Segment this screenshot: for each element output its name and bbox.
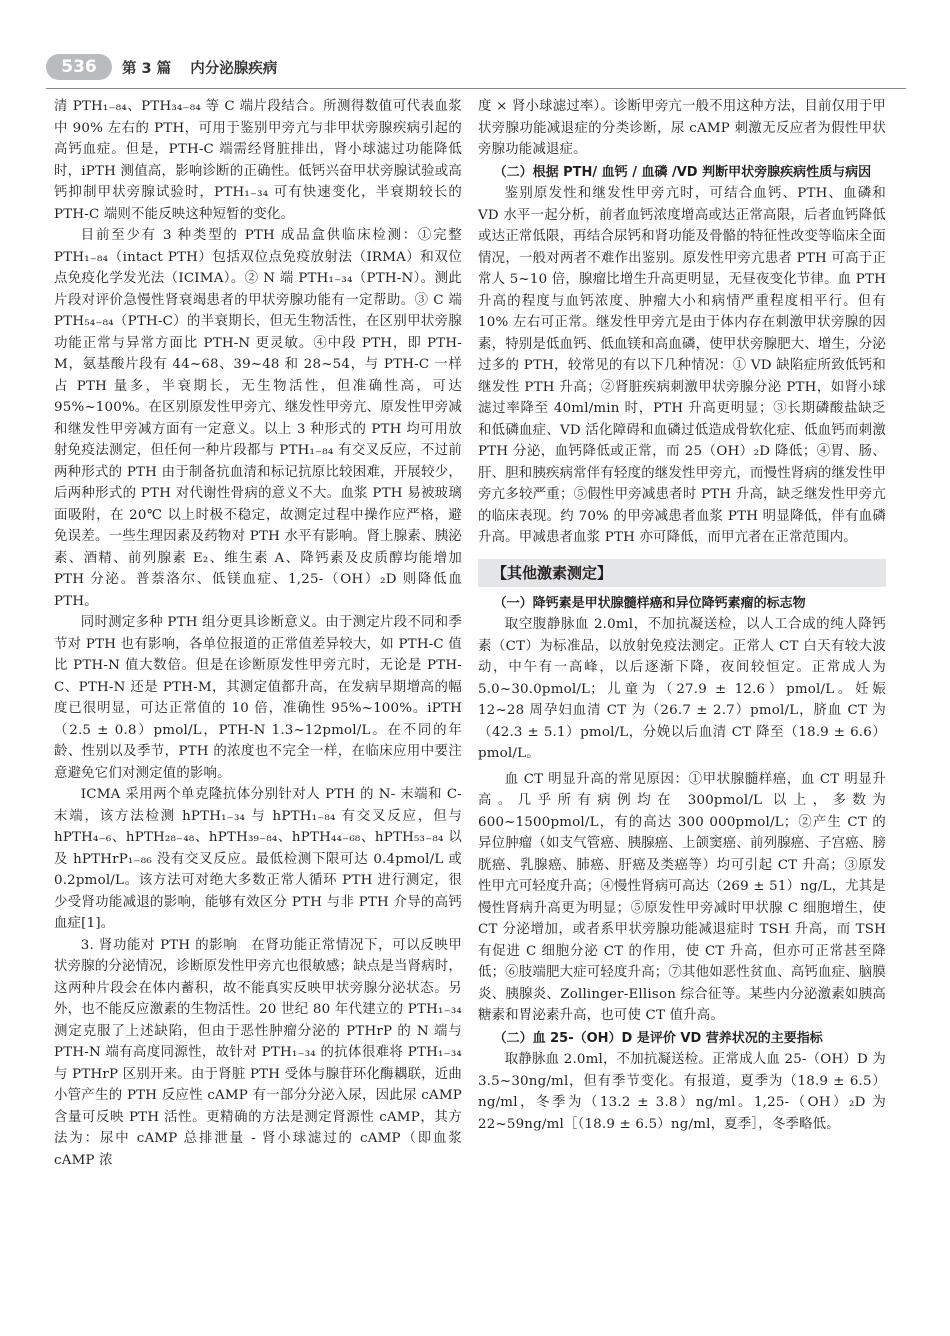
running-head	[122, 57, 277, 78]
paragraph: 鉴别原发性和继发性甲旁亢时，可结合血钙、PTH、血磷和 VD 水平一起分析，前者血钙浓度增高或达正常高限，后者血钙降低或达正常低限，再结合尿钙和肾功能及骨骼的特征性改变等临床全面情况，一般对两者不难作出鉴别。原发性甲旁亢患者 PTH 可高于正常人 5~10 倍，腺瘤比增生升高更明显，无昼夜变化节律。血 PTH 升高的程度与血钙浓度、肿瘤大小和病情严重程度相平行。但有 10% 左右可正常。继发性甲旁亢是由于体内存在刺激甲状旁腺的因素，特别是低血钙、低血镁和高血磷，使甲状旁腺肥大、增生，分泌过多的 PTH，较常见的有以下几种情况：① VD 缺陷症所致低钙和继发性 PTH 升高；②肾脏疾病刺激甲状旁腺分泌 PTH，如肾小球滤过率降至 40ml/min 时，PTH 升高更明显；③长期磷酸盐缺乏和低磷血症、VD 活化障碍和血磷过低造成骨软化症、低血钙而刺激 PTH 分泌，血钙降低或正常，而 25（OH）₂D 降低；④胃、肠、肝、胆和胰疾病常伴有轻度的继发性甲旁亢，而慢性肾病的继发性甲旁亢多较严重；⑤假性甲旁减患者时 PTH 升高，缺乏继发性甲旁亢的临床表现。约 70% 的甲旁减患者血浆 PTH 明显降低，伴有血磷升高。甲减患者血浆 PTH 亦可降低，而甲亢者在正常范围内。	[478, 186, 886, 545]
part-label: 第 3 篇	[122, 61, 172, 77]
right-column	[478, 96, 886, 1135]
page-header	[46, 52, 906, 88]
part-title: 内分泌腺疾病	[190, 61, 278, 77]
subsection-heading: （二）根据 PTH/ 血钙 / 血磷 /VD 判断甲状旁腺疾病性质与病因	[493, 164, 872, 180]
paragraph: 目前至少有 3 种类型的 PTH 成品盒供临床检测：①完整 PTH₁₋₈₄（intact PTH）包括双位点免疫放射法（IRMA）和双位点免疫化学发光法（ICIMA）。② N 端 PTH₁₋₃₄（PTH-N）。测此片段对评价急慢性肾衰竭患者的甲状旁腺功能有一定帮助。③ C 端 PTH₅₄₋₈₄（PTH-C）的半衰期长，但无生物活性，在区别甲状旁腺功能正常与异常方面比 PTH-N 更灵敏。④中段 PTH，即 PTH-M，氨基酸片段有 44~68、39~48 和 28~54，与 PTH-C 一样占 PTH 量多，半衰期长，无生物活性，但准确性高，可达 95%~100%。在区别原发性甲旁亢、继发性甲旁亢、原发性甲旁减和继发性甲旁减方面有一定意义。以上 3 种形式的 PTH 均可用放射免疫法测定，但任何一种片段都与 PTH₁₋₈₄ 有交叉反应，不过前两种形式的 PTH 由于制备抗血清和标记抗原比较困难，开展较少，后两种形式的 PTH 对代谢性骨病的意义不大。血浆 PTH 易被玻璃面吸附，在 20℃ 以上时极不稳定，故测定过程中操作应严格，避免误差。一些生理因素及药物对 PTH 水平有影响。肾上腺素、胰泌素、酒精、前列腺素 E₂、维生素 A、降钙素及皮质醇均能增加 PTH 分泌。普萘洛尔、低镁血症、1,25-（OH）₂D 则降低血 PTH。	[54, 228, 462, 609]
header-rule	[46, 88, 906, 89]
subsection-heading: （二）血 25-（OH）D 是评价 VD 营养状况的主要指标	[493, 1030, 823, 1046]
paragraph: 血 CT 明显升高的常见原因：①甲状腺髓样癌，血 CT 明显升高。几乎所有病例均在 300pmol/L 以上，多数为 600~1500pmol/L，有的高达 300 000pmol/L；②产生 CT 的异位肿瘤（如支气管癌、胰腺癌、上颌窦癌、前列腺癌、子宫癌、膀胱癌、乳腺癌、肺癌、肝癌及类癌等）均可引起 CT 升高；③原发性甲亢可轻度升高；④慢性肾病可高达（269 ± 51）ng/L，尤其是慢性肾病升高更为明显；⑤原发性甲旁减时甲状腺 C 细胞增生，使 CT 分泌增加，或者系甲状旁腺功能减退症时 TSH 升高，而 TSH 有促进 C 细胞分泌 CT 的作用，使 CT 升高，但亦可正常甚至降低；⑥肢端肥大症可轻度升高；⑦其他如恶性贫血、高钙血症、脑膜炎、胰腺炎、Zollinger-Ellison 综合征等。某些内分泌激素如胰高糖素和胃泌素升高，也可使 CT 值升高。	[478, 771, 886, 1023]
page-number-badge: 536	[46, 54, 112, 80]
paragraph: 3. 肾功能对 PTH 的影响 在肾功能正常情况下，可以反映甲状旁腺的分泌情况，诊断原发性甲旁亢也很敏感；缺点是当肾病时，这两种片段会在体内蓄积，故不能真实反映甲状旁腺分泌状态。另外，也不能反应激素的生物活性。20 世纪 80 年代建立的 PTH₁₋₃₄ 测定克服了上述缺陷，但由于恶性肿瘤分泌的 PTHrP 的 N 端与 PTH-N 端有高度同源性，故针对 PTH₁₋₃₄ 的抗体很难将 PTH₁₋₃₄ 与 PTHrP 区别开来。由于肾脏 PTH 受体与腺苷环化酶耦联，近曲小管产生的 PTH 反应性 cAMP 有一部分分泌入尿，因此尿 cAMP 含量可反映 PTH 活性。更精确的方法是测定肾源性 cAMP，其方法为：尿中 cAMP 总排泄量 - 肾小球滤过的 cAMP（即血浆 cAMP 浓	[54, 937, 462, 1168]
subsection-heading: （一）降钙素是甲状腺髓样癌和异位降钙素瘤的标志物	[493, 595, 806, 611]
section-heading: 【其他激素测定】	[478, 559, 886, 587]
paragraph: 同时测定多种 PTH 组分更具诊断意义。由于测定片段不同和季节对 PTH 也有影响，各单位报道的正常值差异较大，如 PTH-C 值比 PTH-N 值大数倍。但是在诊断原发性甲旁亢时，无论是 PTH-C、PTH-N 还是 PTH-M，其测定值都升高，在发病早期增高的幅度已很明显，可达正常值的 10 倍，准确性 95%~100%。iPTH（2.5 ± 0.8）pmol/L，PTH-N 1.3~12pmol/L。在不同的年龄、性别以及季节，PTH 的浓度也不完全一样，在临床应用中要注意避免它们对测定值的影响。	[54, 615, 462, 781]
paragraph: 度 × 肾小球滤过率）。诊断甲旁亢一般不用这种方法，目前仅用于甲状旁腺功能减退症的分类诊断，尿 cAMP 刺激无反应者为假性甲状旁腺功能减退症。	[478, 99, 886, 157]
paragraph: 清 PTH₁₋₈₄、PTH₃₄₋₈₄ 等 C 端片段结合。所测得数值可代表血浆中 90% 左右的 PTH，可用于鉴别甲旁亢与非甲状旁腺疾病引起的高钙血症。但是，PTH-C 端需经肾脏排出，肾小球滤过功能降低时，iPTH 测值高，影响诊断的正确性。低钙兴奋甲状旁腺试验或高钙抑制甲状旁腺试验时，PTH₁₋₃₄ 可有快速变化，半衰期较长的 PTH-C 端则不能反映这种短暂的变化。	[54, 99, 462, 222]
paragraph: ICMA 采用两个单克隆抗体分别针对人 PTH 的 N- 末端和 C- 末端，该方法检测 hPTH₁₋₃₄ 与 hPTH₁₋₈₄ 有交叉反应，但与 hPTH₄₋₆、hPTH₂₈₋₄₈、hPTH₃₉₋₈₄、hPTH₄₄₋₆₈、hPTH₅₃₋₈₄ 以及 hPTHrP₁₋₈₆ 没有交叉反应。最低检测下限可达 0.4pmol/L 或 0.2pmol/L。该方法可对绝大多数正常人循环 PTH 进行测定，很少受肾功能减退的影响，能够有效区分 PTH 与非 PTH 介导的高钙血症[1]。	[54, 787, 462, 931]
paragraph: 取静脉血 2.0ml，不加抗凝送检。正常成人血 25-（OH）D 为 3.5~30ng/ml，但有季节变化。有报道，夏季为（18.9 ± 6.5）ng/ml，冬季为（13.2 ± 3.8）ng/ml。1,25-（OH）₂D 为 22~59ng/ml［（18.9 ± 6.5）ng/ml，夏季］，冬季略低。	[478, 1052, 886, 1132]
left-column	[54, 96, 462, 1171]
paragraph: 取空腹静脉血 2.0ml，不加抗凝送检，以人工合成的纯人降钙素（CT）为标准品，以放射免疫法测定。正常人 CT 白天有较大波动，中午有一高峰，以后逐渐下降，夜间较恒定。正常成人为 5.0~30.0pmol/L；儿童为（27.9 ± 12.6）pmol/L。妊娠 12~28 周孕妇血清 CT 为（26.7 ± 2.7）pmol/L，脐血 CT 为（42.3 ± 5.1）pmol/L，分娩以后血清 CT 降至（18.9 ± 6.6）pmol/L。	[478, 617, 886, 761]
